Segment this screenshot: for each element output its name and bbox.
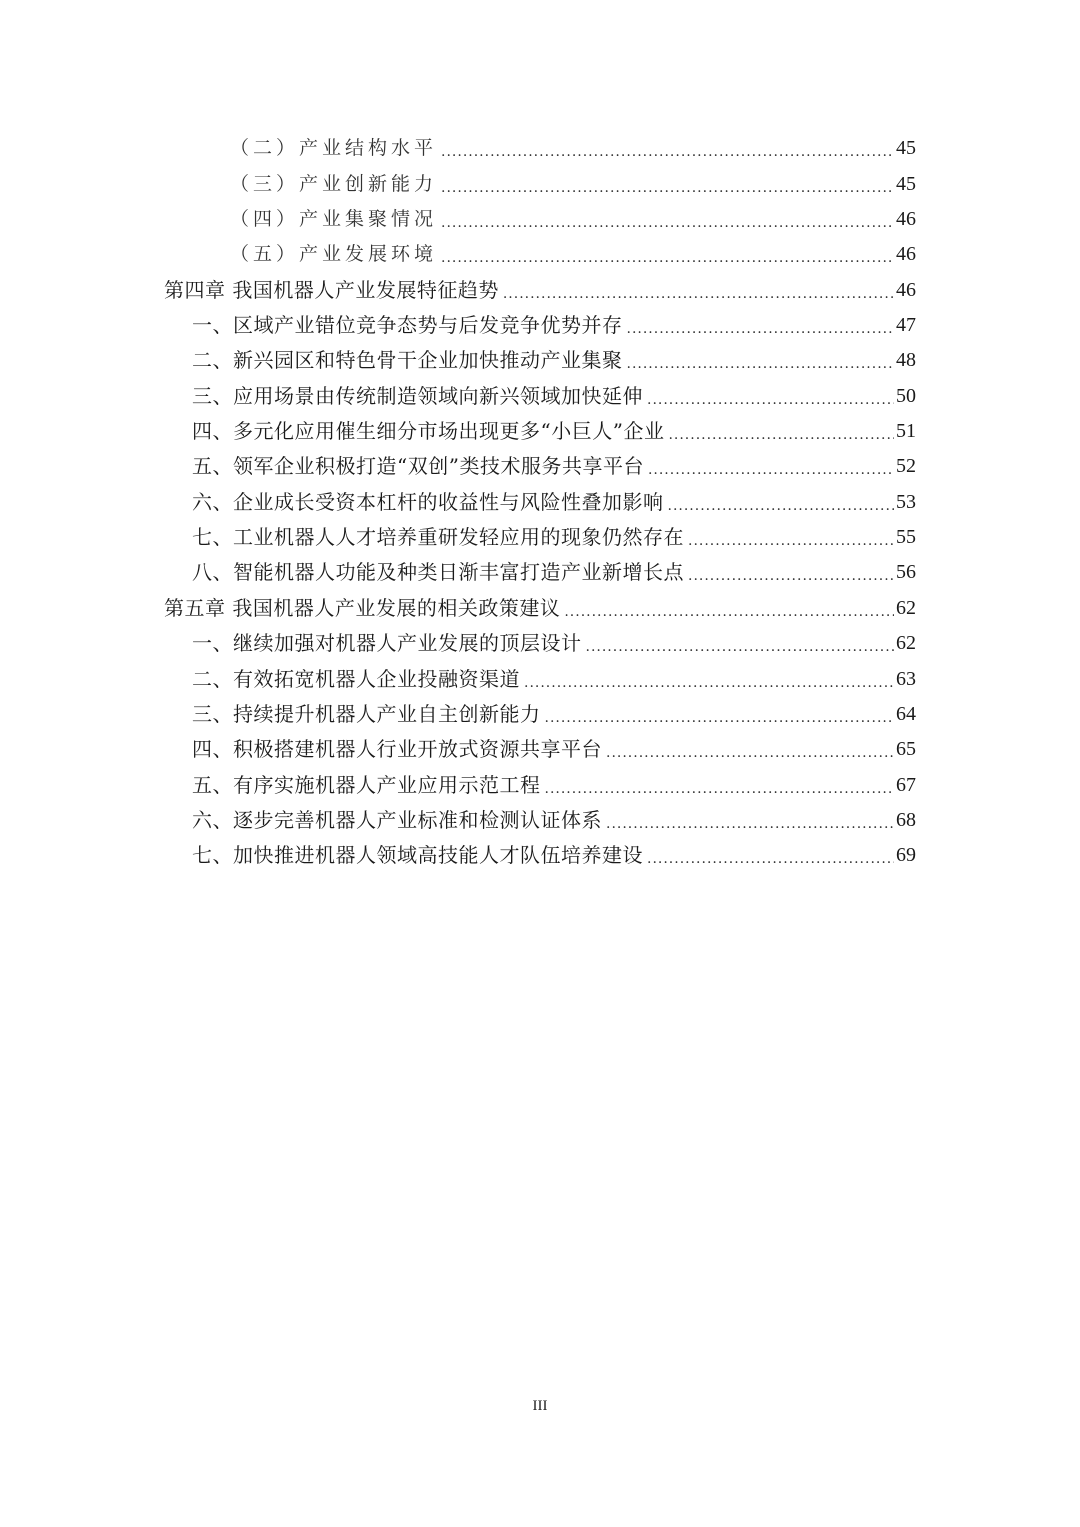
toc-entry-page-number: 69 <box>896 844 916 867</box>
toc-entry[interactable] <box>164 520 916 555</box>
toc-entry[interactable] <box>164 767 916 802</box>
toc-entry-label: （四）产业集聚情况 <box>230 208 438 231</box>
toc-entry[interactable] <box>164 555 916 590</box>
toc-entry[interactable] <box>164 343 916 378</box>
toc-leader-dots <box>606 739 894 767</box>
toc-leader-dots <box>668 421 894 449</box>
toc-leader-dots <box>627 350 895 378</box>
toc-entry[interactable] <box>164 590 916 625</box>
toc-entry-page-number: 51 <box>896 420 916 443</box>
table-of-contents <box>164 131 916 873</box>
toc-entry[interactable] <box>164 166 916 201</box>
toc-entry[interactable] <box>164 803 916 838</box>
toc-entry-page-number: 56 <box>896 561 916 584</box>
toc-leader-dots <box>545 775 895 803</box>
toc-entry[interactable] <box>164 202 916 237</box>
page-number: III <box>532 1398 548 1414</box>
toc-entry[interactable] <box>164 237 916 272</box>
toc-entry-page-number: 62 <box>896 632 916 655</box>
toc-entry-label: （三）产业创新能力 <box>230 172 438 195</box>
toc-entry-label: 七、加快推进机器人领域高技能人才队伍培养建设 <box>192 843 643 868</box>
toc-entry-page-number: 67 <box>896 773 916 796</box>
toc-leader-dots <box>586 633 895 661</box>
toc-entry-label: （五）产业发展环境 <box>230 243 438 266</box>
toc-leader-dots <box>647 845 894 873</box>
toc-entry-page-number: 50 <box>896 384 916 407</box>
toc-leader-dots <box>606 810 894 838</box>
toc-leader-dots <box>503 280 894 308</box>
toc-entry[interactable] <box>164 697 916 732</box>
toc-leader-dots <box>648 456 894 484</box>
toc-entry-page-number: 46 <box>896 243 916 266</box>
toc-entry[interactable] <box>164 626 916 661</box>
toc-leader-dots <box>668 492 895 520</box>
toc-entry-page-number: 64 <box>896 702 916 725</box>
toc-entry-page-number: 62 <box>896 596 916 619</box>
toc-entry-page-number: 46 <box>896 208 916 231</box>
toc-entry[interactable] <box>164 414 916 449</box>
toc-entry-page-number: 48 <box>896 349 916 372</box>
toc-leader-dots <box>441 174 894 202</box>
toc-entry-label: 一、继续加强对机器人产业发展的顶层设计 <box>192 631 582 656</box>
toc-entry-label: 七、工业机器人人才培养重研发轻应用的现象仍然存在 <box>192 525 684 550</box>
toc-leader-dots <box>545 704 895 732</box>
toc-entry[interactable] <box>164 838 916 873</box>
toc-entry-page-number: 68 <box>896 808 916 831</box>
toc-entry[interactable] <box>164 308 916 343</box>
toc-entry-label: 第四章 我国机器人产业发展特征趋势 <box>164 277 499 302</box>
toc-entry[interactable] <box>164 272 916 307</box>
toc-entry-label: 八、智能机器人功能及种类日渐丰富打造产业新增长点 <box>192 560 684 585</box>
toc-entry-label: 三、应用场景由传统制造领域向新兴领域加快延伸 <box>192 383 643 408</box>
toc-leader-dots <box>441 244 894 272</box>
toc-entry-label: 四、多元化应用催生细分市场出现更多“小巨人”企业 <box>192 419 665 444</box>
toc-entry-label: 四、积极搭建机器人行业开放式资源共享平台 <box>192 737 602 762</box>
toc-leader-dots <box>564 598 894 626</box>
toc-entry-label: 第五章 我国机器人产业发展的相关政策建议 <box>164 595 561 620</box>
toc-entry[interactable] <box>164 732 916 767</box>
toc-entry-label: 六、逐步完善机器人产业标准和检测认证体系 <box>192 807 602 832</box>
toc-leader-dots <box>688 562 894 590</box>
toc-entry[interactable] <box>164 378 916 413</box>
toc-entry[interactable] <box>164 131 916 166</box>
toc-entry[interactable] <box>164 449 916 484</box>
toc-entry-label: 二、有效拓宽机器人企业投融资渠道 <box>192 666 520 691</box>
toc-leader-dots <box>688 527 894 555</box>
toc-entry-page-number: 65 <box>896 738 916 761</box>
toc-entry-label: 二、新兴园区和特色骨干企业加快推动产业集聚 <box>192 348 623 373</box>
toc-leader-dots <box>647 386 894 414</box>
toc-entry-label: 三、持续提升机器人产业自主创新能力 <box>192 701 541 726</box>
toc-entry-page-number: 47 <box>896 314 916 337</box>
toc-leader-dots <box>441 138 894 166</box>
toc-leader-dots <box>441 209 894 237</box>
toc-entry-page-number: 45 <box>896 137 916 160</box>
toc-entry[interactable] <box>164 661 916 696</box>
toc-entry-label: 一、区域产业错位竞争态势与后发竞争优势并存 <box>192 313 623 338</box>
toc-entry-label: 六、企业成长受资本杠杆的收益性与风险性叠加影响 <box>192 489 664 514</box>
toc-leader-dots <box>524 669 894 697</box>
toc-entry-page-number: 53 <box>896 490 916 513</box>
toc-entry-page-number: 52 <box>896 455 916 478</box>
toc-entry-page-number: 45 <box>896 172 916 195</box>
toc-entry-label: 五、领军企业积极打造“双创”类技术服务共享平台 <box>192 454 644 479</box>
toc-entry-label: 五、有序实施机器人产业应用示范工程 <box>192 772 541 797</box>
toc-entry-label: （二）产业结构水平 <box>230 137 438 160</box>
toc-leader-dots <box>627 315 895 343</box>
toc-entry-page-number: 63 <box>896 667 916 690</box>
toc-entry[interactable] <box>164 484 916 519</box>
toc-entry-page-number: 46 <box>896 278 916 301</box>
toc-entry-page-number: 55 <box>896 526 916 549</box>
